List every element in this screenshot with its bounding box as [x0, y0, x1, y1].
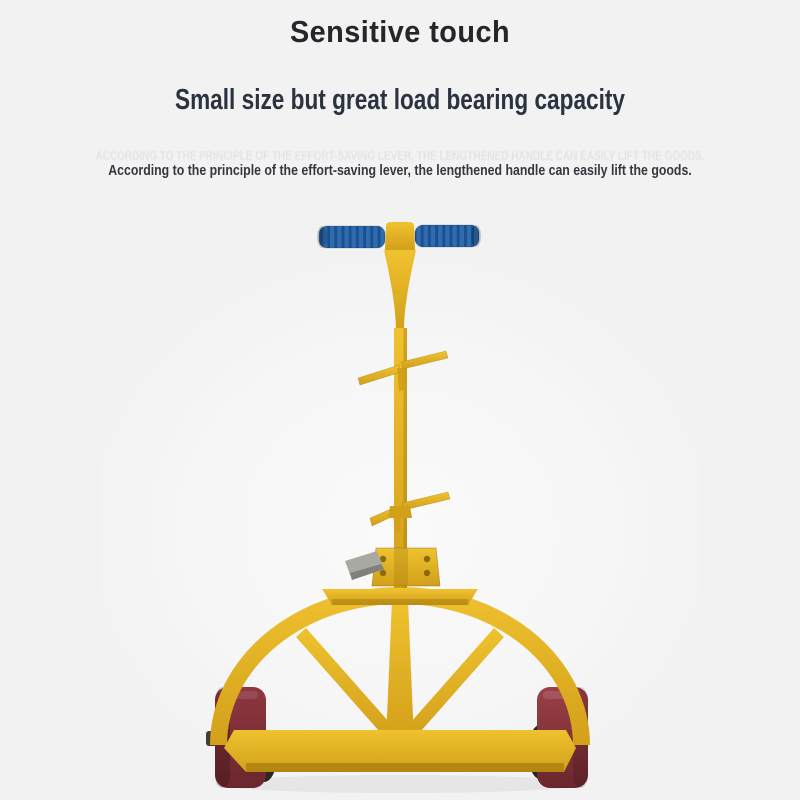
hinge-assembly — [345, 548, 440, 586]
lower-bracket — [370, 492, 450, 533]
spoke-left — [296, 628, 397, 740]
hinge-bolt — [424, 570, 430, 576]
handle-center-cap — [385, 222, 415, 250]
handle-stem — [384, 222, 416, 332]
base-bottom-bar-shade — [246, 763, 564, 772]
handle-grip-right — [415, 225, 481, 247]
description-text: According to the principle of the effort-saving lever, the lengthened handle can easily lift the goods. — [108, 163, 692, 179]
product-image — [150, 200, 650, 800]
subtitle: Small size but great load bearing capacity — [174, 84, 626, 116]
spoke-right — [403, 628, 504, 740]
base-frame — [210, 587, 590, 772]
hinge-bolt — [424, 556, 430, 562]
grip-end-cap-left — [317, 226, 327, 248]
grip-end-cap-right — [471, 225, 481, 247]
neck-taper — [384, 250, 416, 332]
ghost-text-line: ACCORDING TO THE PRINCIPLE OF THE EFFORT-SAVING LEVER, THE LENGTHENED HANDLE CAN EASILY LIFT THE GOODS. — [95, 149, 705, 163]
hinge-bolt — [380, 570, 386, 576]
handle-grip-left — [317, 226, 385, 248]
page-title: Sensitive touch — [289, 14, 511, 49]
spoke-center — [386, 600, 414, 740]
top-plate-shade — [332, 599, 468, 605]
